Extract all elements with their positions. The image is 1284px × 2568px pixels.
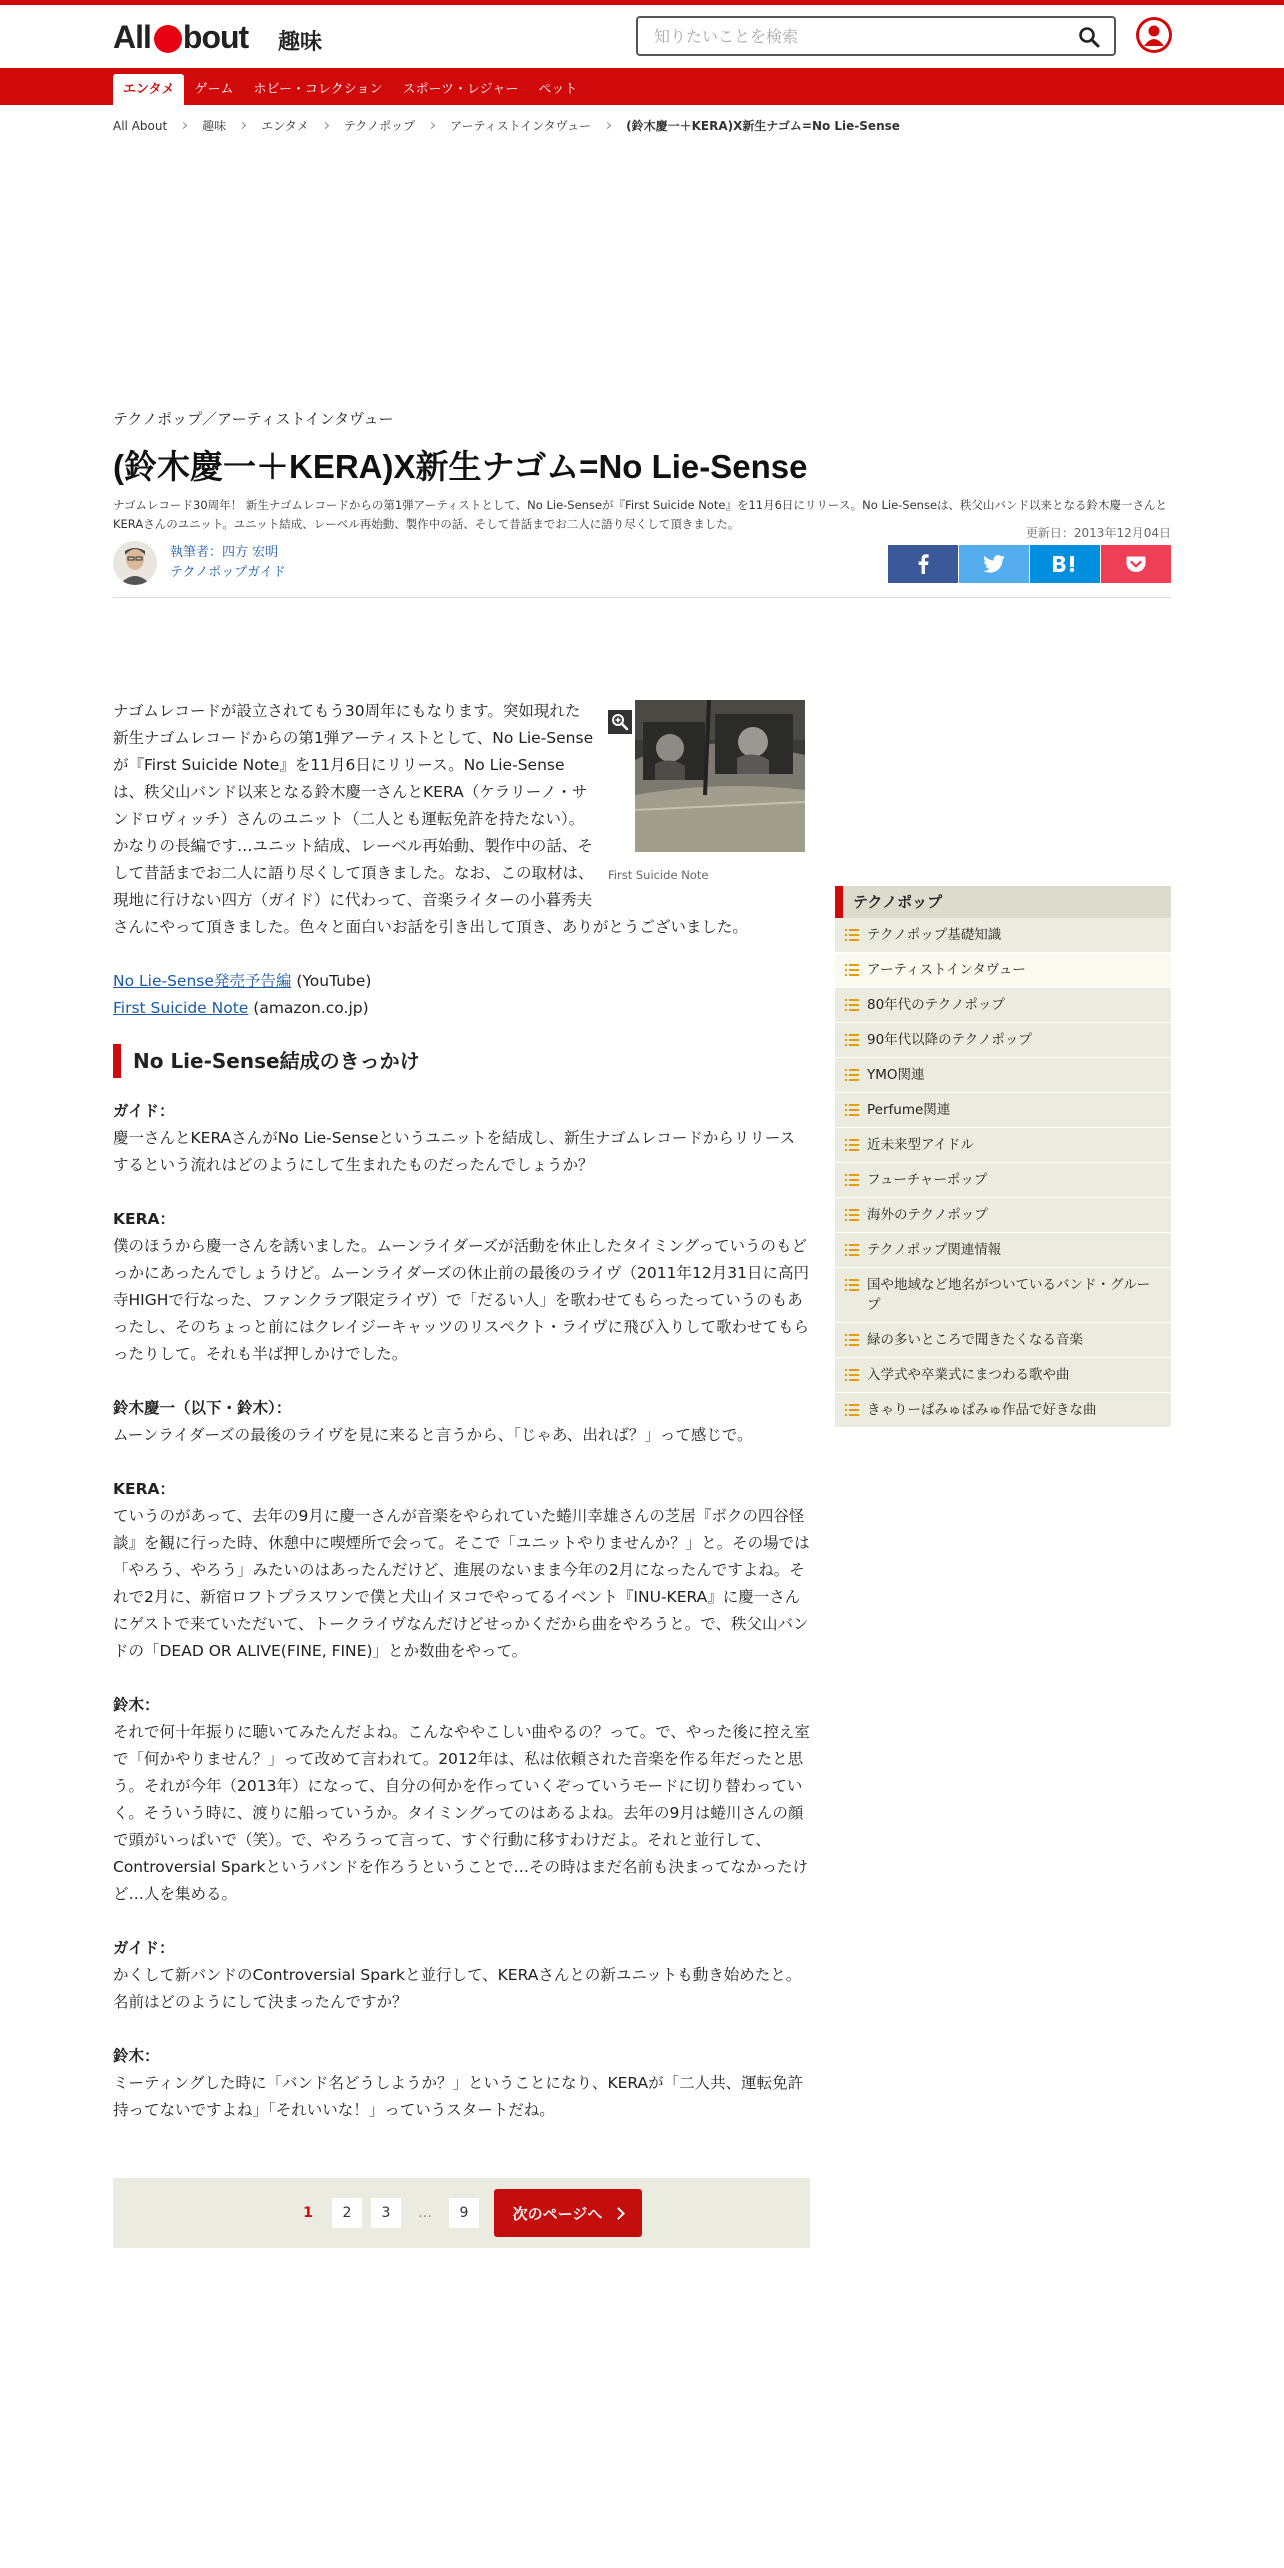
list-icon — [845, 1244, 859, 1256]
sidebar-item-label: テクノポップ関連情報 — [867, 1242, 1002, 1258]
speaker-label: ガイド： — [113, 1102, 175, 1120]
nav-item-sports-leisure[interactable]: スポーツ・レジャー — [402, 82, 519, 97]
list-icon — [845, 1069, 859, 1081]
user-account-icon[interactable] — [1136, 17, 1172, 53]
header-divider — [113, 597, 1171, 598]
sidebar-item[interactable] — [835, 1323, 1171, 1358]
category-nav — [0, 68, 1284, 105]
list-icon — [845, 999, 859, 1011]
next-page-button[interactable] — [494, 2189, 642, 2237]
pocket-save-button[interactable] — [1101, 545, 1171, 583]
list-icon — [845, 964, 859, 976]
dialogue-text: かくして新バンドのControversial Sparkと並行して、KERAさんとの新ユニットも動き始めたと。名前はどのようにして決まったんですか？ — [113, 1966, 802, 2011]
breadcrumb — [113, 117, 900, 134]
sidebar-item[interactable] — [835, 1023, 1171, 1058]
dialogue-text: ムーンライダーズの最後のライヴを見に来ると言うから、「じゃあ、出れば？」って感じで。 — [113, 1426, 753, 1444]
facebook-icon — [917, 554, 929, 574]
chevron-right-icon — [180, 122, 187, 129]
nav-item-pet[interactable]: ペット — [538, 82, 578, 97]
logo-dot-icon — [154, 25, 182, 53]
sidebar-item[interactable] — [835, 988, 1171, 1023]
list-icon — [845, 1034, 859, 1046]
sidebar-item[interactable] — [835, 1358, 1171, 1393]
hatena-bookmark-icon — [1051, 554, 1079, 574]
dialogue-text: ミーティングした時に「バンド名どうしようか？」ということになり、KERAが「二人共、運転免許持ってないですよね」「それいいな！」っていうスタートだね。 — [113, 2074, 804, 2119]
page-3[interactable]: 3 — [371, 2198, 401, 2228]
dialogue-text: ていうのがあって、去年の9月に慶一さんが音楽をやられていた蜷川幸雄さんの芝居『ボクの四谷怪談』を観に行った時、休憩中に喫煙所で会って。そこで「ユニットやりませんか？」と。その場では「やろう、やろう」みたいのはあったんだけど、進展のないまま今年の2月になったんですよね。それで2月に、新宿ロフトプラスワンで僕と犬山イヌコでやってるイベント『INU-KERA』に慶一さんにゲストで来ていただいて、トークライヴなんだけどせっかくだから曲をやろうと。で、秩父山バンドの「DEAD OR ALIVE(FINE, FINE)」とか数曲をやって。 — [113, 1507, 810, 1660]
sidebar-item[interactable] — [835, 1058, 1171, 1093]
link-line — [113, 968, 810, 995]
sidebar-item[interactable] — [835, 1198, 1171, 1233]
pagination — [113, 2178, 810, 2248]
nav-item-hobby-collection[interactable]: ホビー・コレクション — [253, 82, 383, 97]
pocket-icon — [1126, 555, 1146, 573]
list-icon — [845, 1404, 859, 1416]
breadcrumb-item[interactable]: アーティストインタヴュー — [450, 119, 592, 133]
link-suffix: (amazon.co.jp) — [248, 999, 369, 1017]
sidebar-item[interactable] — [835, 1093, 1171, 1128]
dialogue-block — [113, 1395, 810, 1449]
allabout-logo[interactable] — [113, 19, 248, 56]
list-icon — [845, 1334, 859, 1346]
list-icon — [845, 1104, 859, 1116]
updated-date: 更新日：2013年12月04日 — [1025, 526, 1171, 540]
twitter-share-button[interactable] — [959, 545, 1029, 583]
search-icon[interactable] — [1078, 26, 1100, 48]
speaker-label: 鈴木： — [113, 2047, 160, 2065]
breadcrumb-item[interactable]: All About — [113, 118, 168, 133]
article-title: (鈴木慶一＋KERA)X新生ナゴム=No Lie-Sense — [113, 448, 808, 485]
site-header — [0, 5, 1284, 68]
search-input[interactable] — [638, 18, 1058, 54]
sidebar-item[interactable] — [835, 918, 1171, 953]
twitter-icon — [983, 555, 1005, 573]
breadcrumb-item[interactable]: テクノポップ — [343, 119, 415, 133]
section-heading: No Lie-Sense結成のきっかけ — [113, 1044, 810, 1078]
sidebar-item-label: 近未来型アイドル — [867, 1137, 974, 1153]
list-icon — [845, 1174, 859, 1186]
logo-text-about: bout — [182, 19, 249, 55]
article-body — [113, 698, 810, 2151]
author-block[interactable] — [113, 541, 286, 585]
dialogue-block — [113, 1206, 810, 1368]
ad-space — [113, 150, 1171, 390]
page-numbers — [293, 2198, 488, 2228]
nav-item-entertainment[interactable]: エンタメ — [113, 74, 184, 105]
author-avatar[interactable] — [113, 541, 157, 585]
channel-title[interactable]: 趣味 — [278, 30, 323, 55]
dialogue-block — [113, 1692, 810, 1908]
youtube-trailer-link[interactable]: No Lie-Sense発売予告編 — [113, 972, 292, 990]
breadcrumb-item[interactable]: エンタメ — [261, 119, 309, 133]
sidebar-item[interactable] — [835, 1128, 1171, 1163]
sidebar-item[interactable] — [835, 1163, 1171, 1198]
author-guide-link[interactable]: テクノポップガイド — [170, 565, 286, 580]
speaker-label: ガイド： — [113, 1939, 175, 1957]
page-2[interactable]: 2 — [332, 2198, 362, 2228]
breadcrumb-current: (鈴木慶一＋KERA)X新生ナゴム=No Lie-Sense — [626, 119, 900, 133]
intro-paragraph: ナゴムレコードが設立されてもう30周年にもなります。突如現れた新生ナゴムレコードからの第1弾アーティストとして、No Lie-Senseが『First Suicide Note』を11月6日にリリース。No Lie-Senseは、秩父山バンド以来となる鈴木慶一さんとKERA（ケラリーノ・サンドロヴィッチ）さんのユニット（二人とも運転免許を持たない）。かなりの長編です…ユニット結成、レーベル再始動、製作中の話、そして昔話までお二人に語り尽くして頂きました。なお、この取材は、現地に行けない四方（ガイド）に代わって、音楽ライターの小暮秀夫さんにやって頂きました。色々と面白いお話を引き出して頂き、ありがとうございました。 — [113, 702, 748, 936]
list-icon — [845, 1279, 859, 1291]
dialogue-text: それで何十年振りに聴いてみたんだよね。こんなややこしい曲やるの？って。で、やった後に控え室で「何かやりません？」って改めて言われて。2012年は、私は依頼された音楽を作る年だったと思う。それが今年（2013年）になって、自分の何かを作っていくぞっていうモードに切り替わっていく。そういう時に、渡りに船っていうか。タイミングってのはあるよね。去年の9月は蜷川さんの顔で頭がいっぱいで（笑）。で、やろうって言って、すぐ行動に移すわけだよ。それと並行して、Controversial Sparkというバンドを作ろうということで…その時はまだ名前も決まってなかったけど…人を集める。 — [113, 1723, 810, 1903]
author-info — [170, 543, 286, 583]
list-icon — [845, 1139, 859, 1151]
link-suffix: (YouTube) — [291, 972, 372, 990]
list-icon — [845, 1209, 859, 1221]
chevron-right-icon — [428, 122, 435, 129]
nav-item-game[interactable]: ゲーム — [194, 82, 234, 97]
sidebar-title: テクノポップ — [835, 886, 1171, 918]
sidebar-item[interactable] — [835, 1268, 1171, 1323]
article-photo-block — [608, 700, 810, 889]
sidebar-item-label: 国や地域など地名がついているバンド・グループ — [867, 1277, 1151, 1313]
sidebar-item-label: 80年代のテクノポップ — [867, 997, 1005, 1013]
page-1: 1 — [303, 2205, 313, 2221]
sidebar-item[interactable] — [835, 1233, 1171, 1268]
breadcrumb-item[interactable]: 趣味 — [202, 119, 227, 133]
dialogue-block — [113, 1098, 810, 1179]
speaker-label: 鈴木慶一（以下・鈴木）： — [113, 1399, 292, 1417]
album-cover-image[interactable] — [635, 700, 805, 852]
sidebar-item-label: 入学式や卒業式にまつわる歌や曲 — [867, 1367, 1070, 1383]
author-name-link[interactable]: 執筆者：四方 宏明 — [170, 545, 279, 560]
list-icon — [845, 1369, 859, 1381]
sidebar-item[interactable] — [835, 953, 1171, 988]
chevron-right-icon — [322, 122, 329, 129]
sidebar-item-label: 90年代以降のテクノポップ — [867, 1032, 1032, 1048]
article-lead: ナゴムレコード30周年！ 新生ナゴムレコードからの第1弾アーティストとして、No Lie-Senseが『First Suicide Note』を11月6日にリリース。No Lie-Senseは、秩父山バンド以来となる鈴木慶一さんとKERAさんのユニット。ユニット結成、レーベル再始動、製作中の話、そして昔話までお二人に語り尽くして頂きました。 — [113, 498, 1168, 531]
article-header — [113, 408, 1171, 540]
article-category: テクノポップ／アーティストインタヴュー — [113, 410, 394, 428]
chevron-right-icon — [612, 2207, 625, 2220]
logo-text-all: All — [113, 19, 151, 55]
amazon-link[interactable]: First Suicide Note — [113, 999, 249, 1017]
link-line — [113, 995, 810, 1022]
speaker-label: KERA： — [113, 1210, 176, 1228]
sidebar-item-label: 緑の多いところで聞きたくなる音楽 — [867, 1332, 1083, 1348]
search-box — [636, 16, 1116, 56]
facebook-share-button[interactable] — [888, 545, 958, 583]
speaker-label: KERA： — [113, 1480, 176, 1498]
zoom-in-icon[interactable] — [608, 710, 632, 734]
dialogue-block — [113, 1476, 810, 1665]
sidebar — [835, 886, 1171, 1428]
sidebar-item-label: YMO関連 — [867, 1067, 925, 1083]
share-buttons — [888, 545, 1171, 583]
sidebar-item[interactable] — [835, 1393, 1171, 1428]
dialogue-block — [113, 2043, 810, 2124]
photo-caption: First Suicide Note — [608, 868, 709, 882]
page-ellipsis: … — [418, 2205, 432, 2221]
page-9[interactable]: 9 — [449, 2198, 479, 2228]
sidebar-item-label: アーティストインタヴュー — [867, 962, 1026, 978]
sidebar-item-label: テクノポップ基礎知識 — [867, 927, 1002, 943]
sidebar-item-label: 海外のテクノポップ — [867, 1207, 988, 1223]
sidebar-list — [835, 918, 1171, 1428]
related-links — [113, 968, 810, 1022]
sidebar-item-label: フューチャーポップ — [867, 1172, 988, 1188]
dialogue-block — [113, 1935, 810, 2016]
chevron-right-icon — [604, 122, 611, 129]
list-icon — [845, 929, 859, 941]
next-page-label: 次のページへ — [512, 2204, 603, 2223]
hatena-bookmark-button[interactable] — [1030, 545, 1100, 583]
chevron-right-icon — [239, 122, 246, 129]
dialogue-text: 慶一さんとKERAさんがNo Lie-Senseというユニットを結成し、新生ナゴムレコードからリリースするという流れはどのようにして生まれたものだったんでしょうか？ — [113, 1129, 796, 1174]
sidebar-item-label: きゃりーぱみゅぱみゅ作品で好きな曲 — [867, 1402, 1097, 1418]
sidebar-item-label: Perfume関連 — [867, 1102, 951, 1118]
dialogue-text: 僕のほうから慶一さんを誘いました。ムーンライダーズが活動を休止したタイミングっていうのもどっかにあったんでしょうけど。ムーンライダーズの休止前の最後のライヴ（2011年12月31日に高円寺HIGHで行なった、ファンクラブ限定ライヴ）で「だるい人」を歌わせてもらったっていうのもあったし、そのちょっと前にはクレイジーキャッツのリスペクト・ライヴに飛び入りして歌わせてもらったりして。それも半ば押しかけでした。 — [113, 1237, 809, 1363]
speaker-label: 鈴木： — [113, 1696, 160, 1714]
